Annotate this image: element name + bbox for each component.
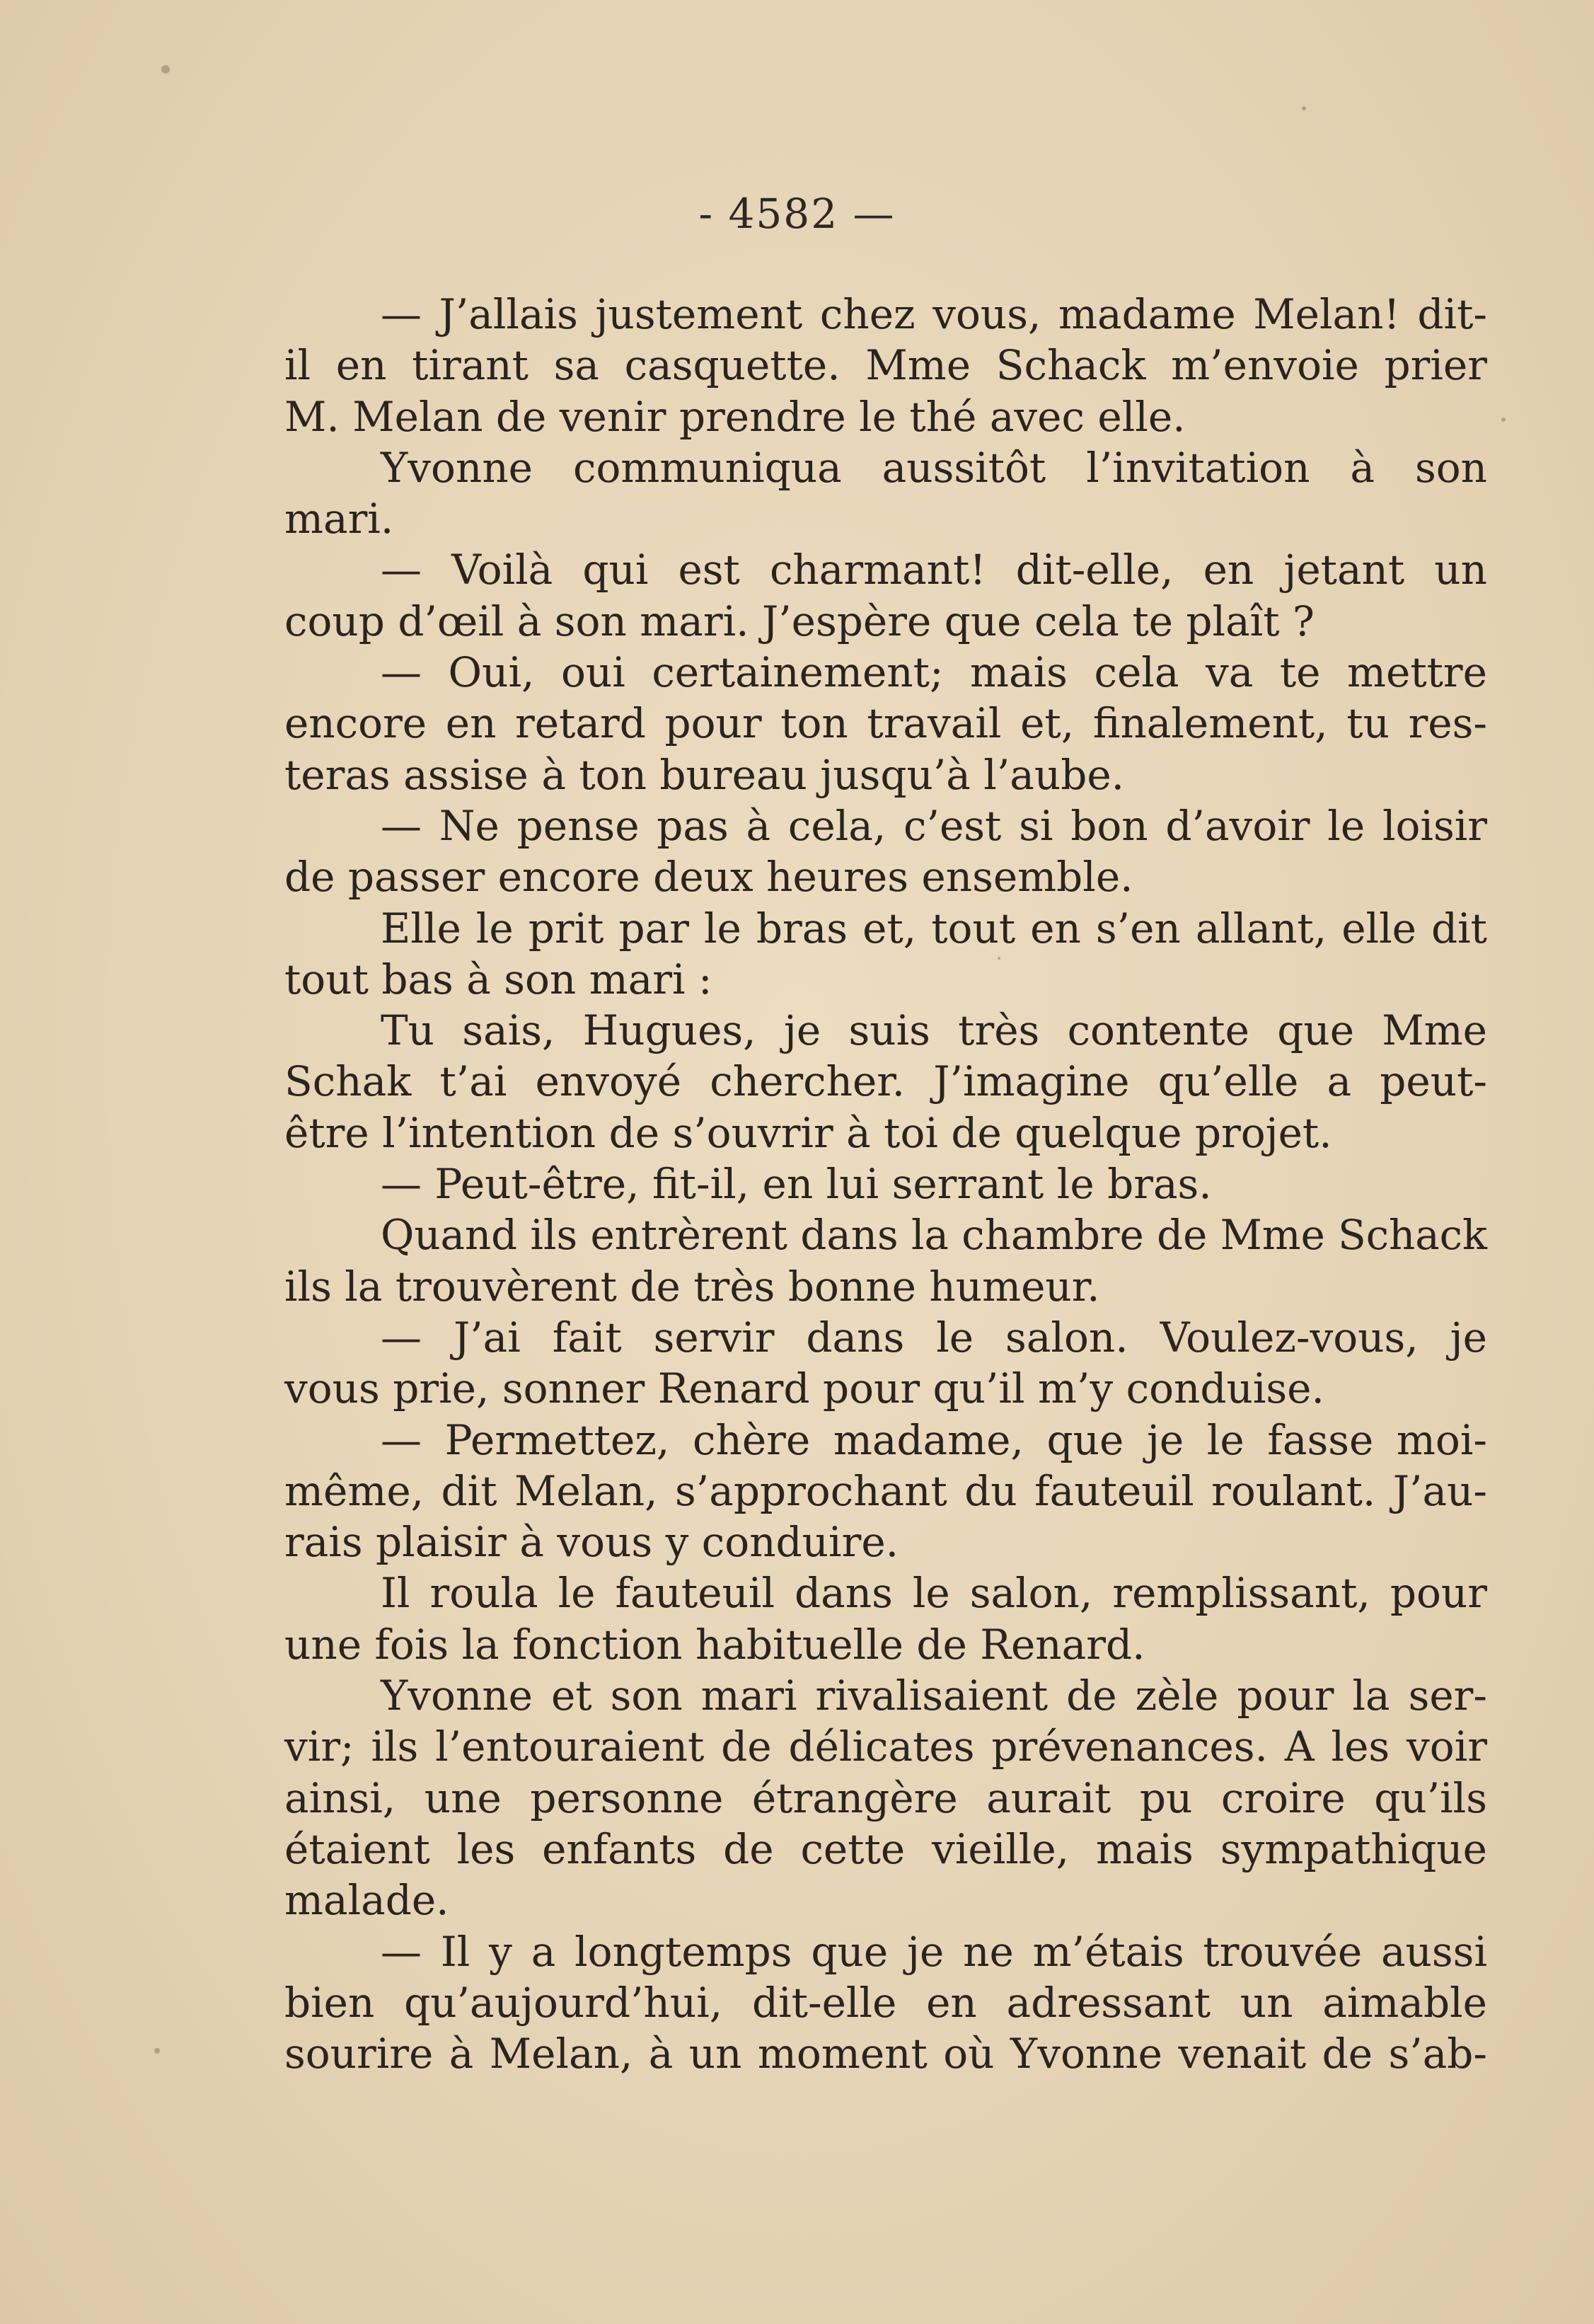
text-line: encore en retard pour ton travail et, finalement, tu res- bbox=[284, 699, 1487, 748]
text-line: Tu sais, Hugues, je suis très contente que Mme bbox=[381, 1006, 1487, 1055]
text-line: — Ne pense pas à cela, c’est si bon d’avoir le loisir bbox=[381, 801, 1487, 850]
paper-speck bbox=[1501, 418, 1506, 422]
text-line: Schak t’ai envoyé chercher. J’imagine qu’elle a peut- bbox=[284, 1057, 1487, 1106]
text-line: étaient les enfants de cette vieille, mais sympathique bbox=[284, 1824, 1487, 1873]
paper-speck bbox=[161, 65, 170, 74]
text-line: être l’intention de s’ouvrir à toi de quelque projet. bbox=[284, 1108, 1332, 1157]
text-line: ainsi, une personne étrangère aurait pu croire qu’ils bbox=[284, 1773, 1487, 1822]
text-line: tout bas à son mari : bbox=[284, 955, 712, 1003]
paper-speck bbox=[154, 2048, 160, 2054]
page-number: - 4582 — bbox=[698, 190, 896, 238]
paper-speck bbox=[1302, 106, 1306, 110]
text-line: malade. bbox=[284, 1876, 449, 1925]
text-line: Yvonne et son mari rivalisaient de zèle pour la ser- bbox=[381, 1672, 1487, 1720]
text-line: Yvonne communiqua aussitôt l’invitation à son bbox=[381, 443, 1487, 492]
text-line: vous prie, sonner Renard pour qu’il m’y conduise. bbox=[284, 1364, 1324, 1413]
text-line: bien qu’aujourd’hui, dit-elle en adressant un aimable bbox=[284, 1978, 1487, 2027]
text-line: une fois la fonction habituelle de Renard. bbox=[284, 1620, 1145, 1669]
paper-speck bbox=[998, 957, 1000, 960]
text-line: vir; ils l’entouraient de délicates prévenances. A les voir bbox=[284, 1722, 1487, 1771]
text-line: de passer encore deux heures ensemble. bbox=[284, 853, 1133, 902]
text-line: sourire à Melan, à un moment où Yvonne venait de s’ab- bbox=[284, 2030, 1487, 2078]
text-line: — Voilà qui est charmant! dit-elle, en jetant un bbox=[381, 546, 1487, 594]
text-line: ils la trouvèrent de très bonne humeur. bbox=[284, 1262, 1100, 1311]
text-line: teras assise à ton bureau jusqu’à l’aube. bbox=[284, 750, 1125, 799]
text-line: Elle le prit par le bras et, tout en s’en allant, elle dit bbox=[381, 904, 1487, 953]
text-line: rais plaisir à vous y conduire. bbox=[284, 1518, 899, 1567]
text-line: — Oui, oui certainement; mais cela va te mettre bbox=[381, 648, 1487, 697]
page-text bbox=[284, 289, 1487, 2079]
text-line: il en tirant sa casquette. Mme Schack m’envoie prier bbox=[284, 341, 1487, 390]
text-line: — Peut-être, fit-il, en lui serrant le bras. bbox=[381, 1160, 1212, 1209]
text-line: même, dit Melan, s’approchant du fauteuil roulant. J’au- bbox=[284, 1466, 1487, 1515]
text-line: — J’ai fait servir dans le salon. Voulez-vous, je bbox=[381, 1313, 1487, 1362]
text-line: — Permettez, chère madame, que je le fasse moi- bbox=[381, 1415, 1487, 1464]
text-line: — J’allais justement chez vous, madame Melan! dit- bbox=[381, 290, 1487, 338]
text-line: Quand ils entrèrent dans la chambre de Mme Schack bbox=[381, 1211, 1487, 1260]
text-line: Il roula le fauteuil dans le salon, remplissant, pour bbox=[381, 1569, 1487, 1618]
text-line: — Il y a longtemps que je ne m’étais trouvée aussi bbox=[381, 1927, 1487, 1976]
text-line: M. Melan de venir prendre le thé avec elle. bbox=[284, 392, 1186, 441]
text-line: coup d’œil à son mari. J’espère que cela te plaît ? bbox=[284, 597, 1315, 645]
text-line: mari. bbox=[284, 495, 394, 543]
